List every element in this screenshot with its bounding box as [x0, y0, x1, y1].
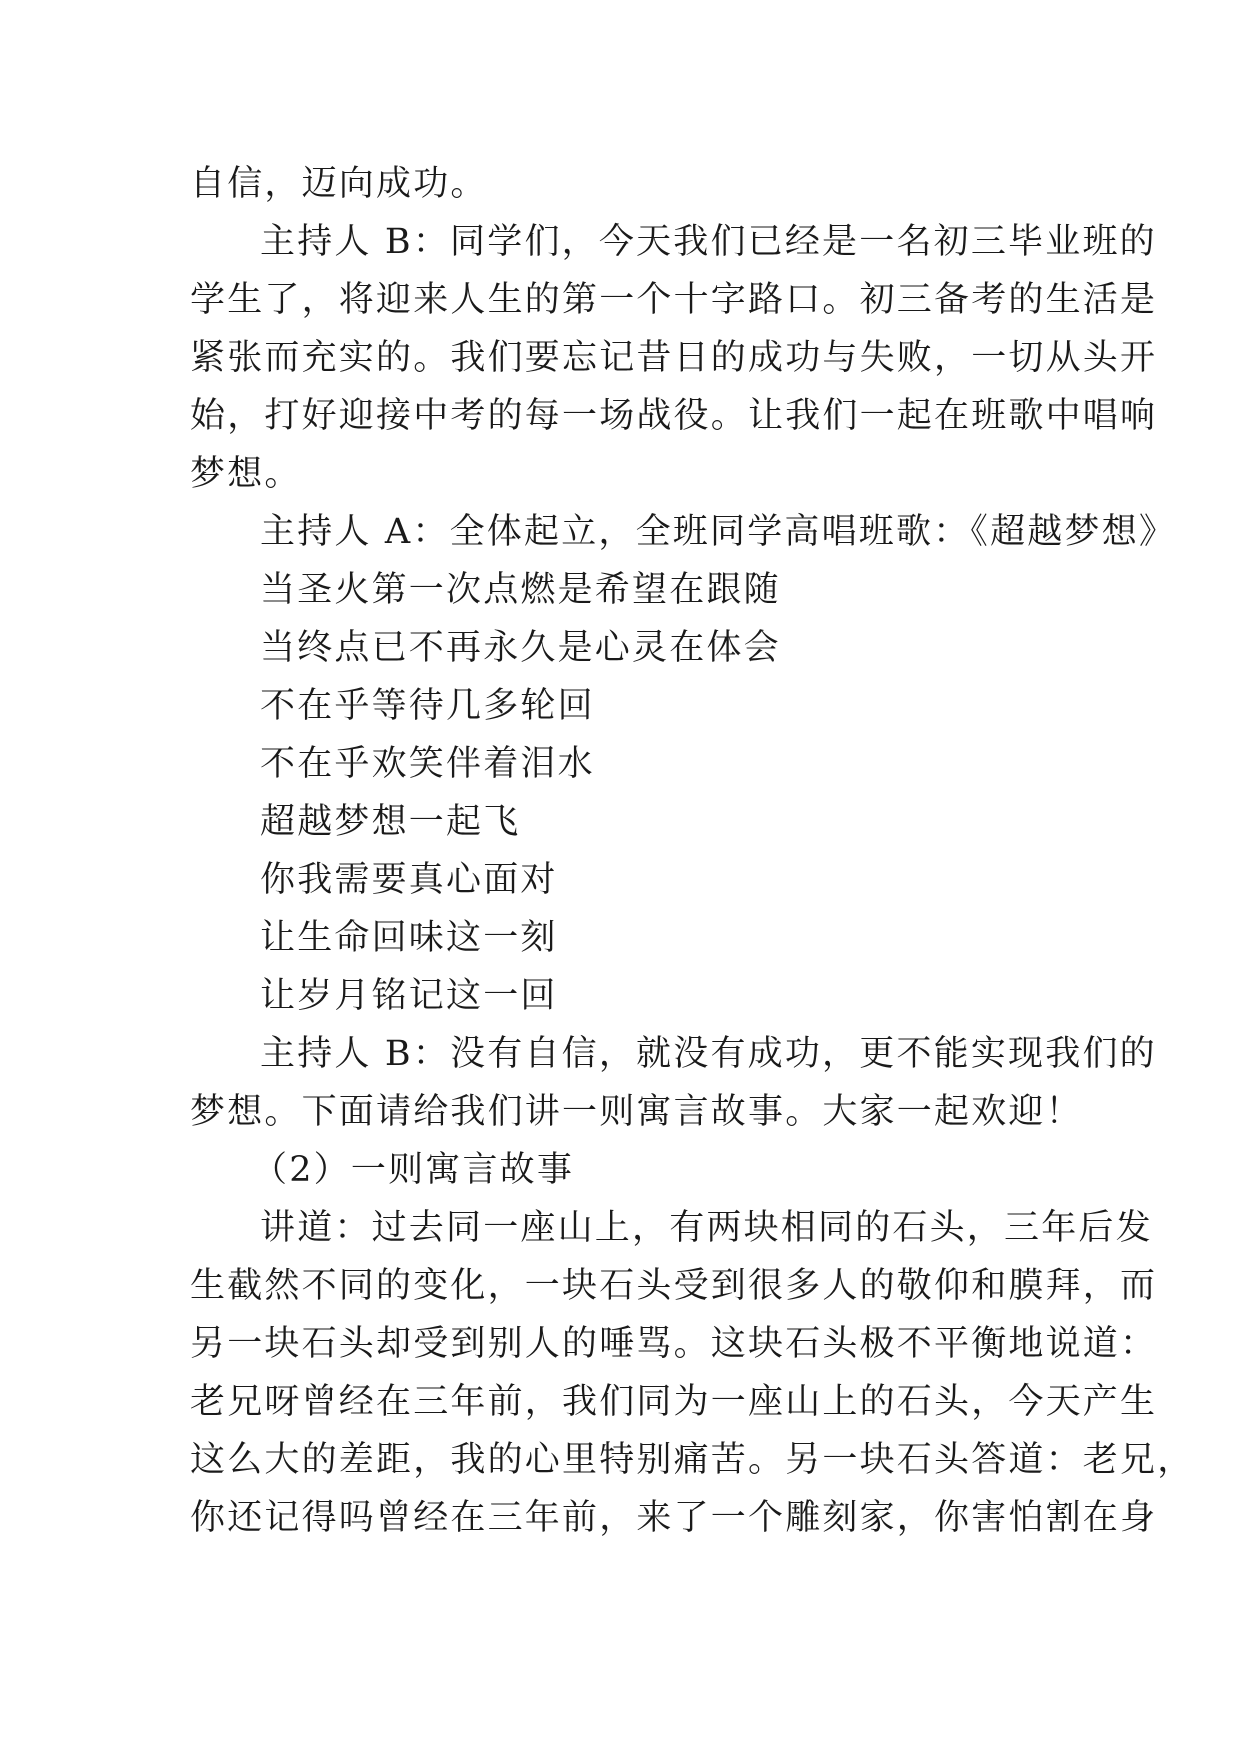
song-lyric-line: 让岁月铭记这一回: [260, 976, 558, 1016]
text-line: 老兄呀曾经在三年前，我们同为一座山上的石头，今天产生: [190, 1382, 1158, 1422]
text-line: 梦想。: [190, 454, 302, 494]
text-line: 另一块石头却受到别人的唾骂。这块石头极不平衡地说道：: [190, 1324, 1158, 1364]
text-line: 生截然不同的变化，一块石头受到很多人的敬仰和膜拜，而: [190, 1266, 1158, 1306]
text-line: 主持人 A：全体起立，全班同学高唱班歌：《超越梦想》: [260, 512, 1177, 552]
text-line: 这么大的差距，我的心里特别痛苦。另一块石头答道：老兄，: [190, 1440, 1195, 1480]
song-lyric-line: 当终点已不再永久是心灵在体会: [260, 628, 781, 668]
song-lyric-line: 超越梦想一起飞: [260, 802, 521, 842]
song-lyric-line: 让生命回味这一刻: [260, 918, 558, 958]
text-line: 始，打好迎接中考的每一场战役。让我们一起在班歌中唱响: [190, 396, 1158, 436]
document-body: [190, 155, 1195, 1547]
text-line: 主持人 B：同学们，今天我们已经是一名初三毕业班的: [260, 222, 1157, 262]
text-line: 紧张而充实的。我们要忘记昔日的成功与失败，一切从头开: [190, 338, 1158, 378]
song-lyric-line: 你我需要真心面对: [260, 860, 558, 900]
text-line: 梦想。下面请给我们讲一则寓言故事。大家一起欢迎！: [190, 1092, 1083, 1132]
song-lyric-line: 当圣火第一次点燃是希望在跟随: [260, 570, 781, 610]
song-lyric-line: 不在乎等待几多轮回: [260, 686, 595, 726]
text-line: 讲道：过去同一座山上，有两块相同的石头，三年后发: [260, 1208, 1153, 1248]
song-lyric-line: 不在乎欢笑伴着泪水: [260, 744, 595, 784]
text-line: 学生了，将迎来人生的第一个十字路口。初三备考的生活是: [190, 280, 1158, 320]
text-line: 你还记得吗曾经在三年前，来了一个雕刻家，你害怕割在身: [190, 1498, 1158, 1538]
text-line: 主持人 B：没有自信，就没有成功，更不能实现我们的: [260, 1034, 1157, 1074]
text-line: 自信，迈向成功。: [190, 164, 488, 204]
section-heading: （2）一则寓言故事: [252, 1150, 575, 1190]
